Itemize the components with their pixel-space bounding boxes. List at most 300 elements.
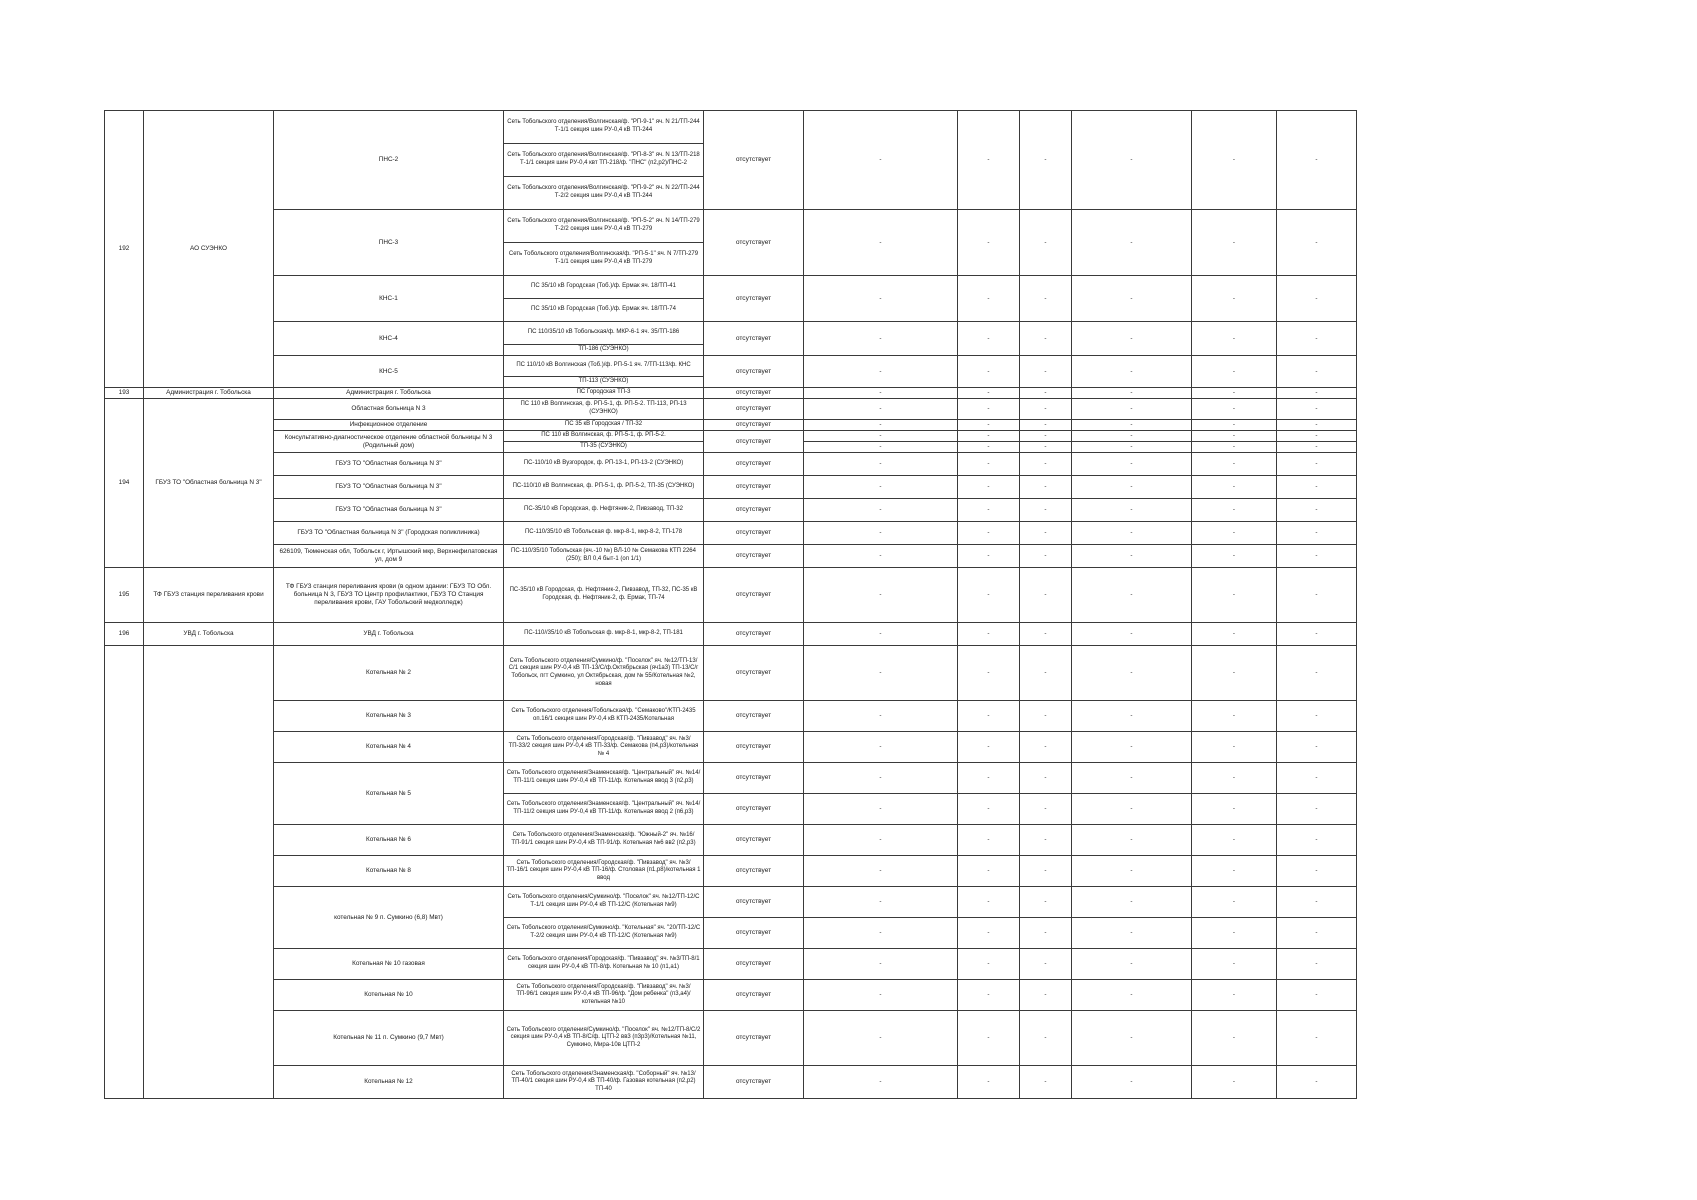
cell-dash: - (1072, 499, 1192, 522)
cell-dash: - (804, 949, 958, 980)
cell-dash: - (1020, 276, 1072, 322)
connection-point: Сеть Тобольского отделения/Сумкино/ф. "Поселок" яч. №12/ТП-13/С/1 секция шин РУ-0,4 кВ ТП-13/С/ф.Октябрьская (яч1а3) ТП-13/С/г Тобольск, пгт Сумкино, ул Октябрьская, дом № 55/Котельная №2, новая (504, 646, 704, 701)
cell-dash: - (1277, 322, 1357, 356)
table-row (105, 856, 1357, 887)
connection-point: Сеть Тобольского отделения/Городская/ф. "Пивзавод" яч. №3/ТП-33/2 секция шин РУ-0,4 кВ ТП-33/ф. Семакова (п4,р3)/котельная № 4 (504, 732, 704, 763)
connection-point: Сеть Тобольского отделения/Знаменская/ф. "Соборный" яч. №13/ТП-40/1 секция шин РУ-0,4 кВ ТП-40/ф. Газовая котельная (п2,р2) ТП-40 (504, 1066, 704, 1099)
cell-dash: - (1192, 568, 1277, 623)
object-name: Котельная № 10 (274, 980, 504, 1011)
status: отсутствует (704, 210, 804, 276)
cell-dash: - (804, 646, 958, 701)
cell-dash: - (1192, 918, 1277, 949)
cell-dash: - (1192, 701, 1277, 732)
connection-point: Сеть Тобольского отделения/Сумкино/ф. "Поселок" яч. №12/ТП-12/С Т-1/1 секция шин РУ-0,4 кВ ТП-12/С (Котельная №9) (504, 887, 704, 918)
cell-dash: - (1192, 442, 1277, 453)
cell-dash: - (958, 701, 1020, 732)
organization: ГБУЗ ТО "Областная больница N 3" (144, 399, 274, 568)
row-number: 194 (105, 399, 144, 568)
cell-dash: - (804, 499, 958, 522)
cell-dash: - (804, 887, 958, 918)
cell-dash: - (804, 322, 958, 356)
table-row (105, 646, 1357, 701)
object-name: ГБУЗ ТО "Областная больница N 3" (Городская поликлиника) (274, 522, 504, 545)
status: отсутствует (704, 545, 804, 568)
cell-dash: - (958, 732, 1020, 763)
cell-dash: - (1192, 111, 1277, 210)
table-row (105, 623, 1357, 646)
connection-point: ПС 35/10 кВ Городская (Тоб.)/ф. Ермак яч. 18/ТП-74 (504, 299, 704, 322)
cell-dash: - (958, 918, 1020, 949)
cell-dash: - (1072, 420, 1192, 431)
cell-dash: - (1277, 794, 1357, 825)
status: отсутствует (704, 623, 804, 646)
connection-point: Сеть Тобольского отделения/Сумкино/ф. "Поселок" яч. №12/ТП-8/С/2 секция шин РУ-0,4 кВ ТП-8/С/ф. ЦТП-2 вв3 (п3р3)/Котельная №11, Сумкино, Мира-10в ЦТП-2 (504, 1011, 704, 1066)
cell-dash: - (1192, 499, 1277, 522)
cell-dash: - (1072, 522, 1192, 545)
status: отсутствует (704, 794, 804, 825)
cell-dash: - (1277, 918, 1357, 949)
connection-point: ПС 110 кВ Волгинская, ф. РП-5-1, ф. РП-5-2. ТП-113, РП-13 (СУЭНКО) (504, 399, 704, 420)
connection-point: ПС Городская ТП-3 (504, 388, 704, 399)
table-row (105, 1011, 1357, 1066)
cell-dash: - (1072, 825, 1192, 856)
status: отсутствует (704, 825, 804, 856)
cell-dash: - (1020, 568, 1072, 623)
status: отсутствует (704, 732, 804, 763)
cell-dash: - (1192, 623, 1277, 646)
connection-point: ТП-113 (СУЭНКО) (504, 377, 704, 388)
cell-dash: - (1277, 1066, 1357, 1099)
cell-dash: - (1020, 623, 1072, 646)
object-name: Областная больница N 3 (274, 399, 504, 420)
cell-dash: - (1020, 476, 1072, 499)
cell-dash: - (1020, 646, 1072, 701)
cell-dash: - (804, 980, 958, 1011)
cell-dash: - (958, 111, 1020, 210)
cell-dash: - (958, 545, 1020, 568)
cell-dash: - (1072, 918, 1192, 949)
cell-dash: - (1192, 887, 1277, 918)
cell-dash: - (1072, 623, 1192, 646)
cell-dash: - (1072, 949, 1192, 980)
object-name: Котельная № 2 (274, 646, 504, 701)
organization: Администрация г. Тобольска (144, 388, 274, 399)
object-name: Котельная № 11 п. Сумкино (9,7 Мвт) (274, 1011, 504, 1066)
connection-point: ТП-35 (СУЭНКО) (504, 442, 704, 453)
cell-dash: - (1277, 476, 1357, 499)
cell-dash: - (804, 568, 958, 623)
cell-dash: - (804, 522, 958, 545)
cell-dash: - (1020, 431, 1072, 442)
cell-dash: - (1192, 276, 1277, 322)
table-row (105, 210, 1357, 243)
cell-dash: - (1277, 623, 1357, 646)
object-name: котельная № 9 п. Сумкино (6,8) Мвт) (274, 887, 504, 949)
cell-dash: - (804, 356, 958, 388)
cell-dash: - (1072, 1066, 1192, 1099)
status: отсутствует (704, 476, 804, 499)
status: отсутствует (704, 522, 804, 545)
status: отсутствует (704, 499, 804, 522)
status: отсутствует (704, 322, 804, 356)
row-number: 195 (105, 568, 144, 623)
cell-dash: - (958, 623, 1020, 646)
cell-dash: - (958, 476, 1020, 499)
cell-dash: - (804, 918, 958, 949)
table-row (105, 322, 1357, 345)
connection-point: Сеть Тобольского отделения/Волгинская/ф. "РП-8-3" яч. N 13/ТП-218 Т-1/1 секция шин РУ-0,4 квт ТП-218/ф. "ПНС" (п2,р2)/ПНС-2 (504, 144, 704, 177)
table-row (105, 111, 1357, 144)
cell-dash: - (804, 420, 958, 431)
connection-point: ПС-110/35/10 Тобольская (яч.-10 №) ВЛ-10 № Семакова КТП 2264 (250); ВЛ 0,4 быт-1 (оп 1/1) (504, 545, 704, 568)
status: отсутствует (704, 453, 804, 476)
cell-dash: - (1072, 980, 1192, 1011)
cell-dash: - (1072, 568, 1192, 623)
connection-point: Сеть Тобольского отделения/Городская/ф. "Пивзавод" яч. №3/ТП-16/1 секция шин РУ-0,4 кВ ТП-16/ф. Столовая (п1,р8)/котельная 1 ввод (504, 856, 704, 887)
status: отсутствует (704, 111, 804, 210)
table-row (105, 476, 1357, 499)
object-name: Котельная № 6 (274, 825, 504, 856)
cell-dash: - (1020, 732, 1072, 763)
cell-dash: - (804, 732, 958, 763)
cell-dash: - (958, 825, 1020, 856)
connection-point: ПС-110/35/10 кВ Тобольская ф. мкр-8-1, мкр-8-2, ТП-178 (504, 522, 704, 545)
connection-point: Сеть Тобольского отделения/Волгинская/ф. "РП-5-1" яч. N 7/ТП-279 Т-1/1 секция шин РУ-0,4 кВ ТП-279 (504, 243, 704, 276)
cell-dash: - (958, 210, 1020, 276)
cell-dash: - (1192, 794, 1277, 825)
cell-dash: - (1192, 431, 1277, 442)
cell-dash: - (1072, 1011, 1192, 1066)
status: отсутствует (704, 420, 804, 431)
cell-dash: - (804, 442, 958, 453)
cell-dash: - (1192, 1011, 1277, 1066)
cell-dash: - (1277, 545, 1357, 568)
connection-point: ПС-35/10 кВ Городская, ф. Нефтяник-2, Пивзавод, ТП-32, ПС-35 кВ Городская, ф. Нефтяник-2, ф. Ермак, ТП-74 (504, 568, 704, 623)
object-name: Консультативно-диагностическое отделение областной больницы N 3 (Родильный дом) (274, 431, 504, 453)
cell-dash: - (1192, 322, 1277, 356)
connection-point: Сеть Тобольского отделения/Волгинская/ф. "РП-5-2" яч. N 14/ТП-279 Т-2/2 секция шин РУ-0,4 кВ ТП-279 (504, 210, 704, 243)
cell-dash: - (1277, 210, 1357, 276)
cell-dash: - (958, 399, 1020, 420)
organization: АО СУЭНКО (144, 111, 274, 388)
row-number: 196 (105, 623, 144, 646)
cell-dash: - (1072, 322, 1192, 356)
cell-dash: - (1020, 1066, 1072, 1099)
cell-dash: - (804, 545, 958, 568)
connection-point: ПС 110/10 кВ Волгинская (Тоб.)/ф. РП-5-1 яч. 7/ТП-113/ф. КНС (504, 356, 704, 377)
table-row (105, 825, 1357, 856)
status: отсутствует (704, 399, 804, 420)
object-name: Котельная № 10 газовая (274, 949, 504, 980)
table-row (105, 420, 1357, 431)
object-name: ГБУЗ ТО "Областная больница N 3" (274, 453, 504, 476)
cell-dash: - (1020, 420, 1072, 431)
cell-dash: - (1072, 356, 1192, 388)
cell-dash: - (1277, 1011, 1357, 1066)
table-row (105, 431, 1357, 442)
status: отсутствует (704, 918, 804, 949)
organization (144, 646, 274, 1099)
cell-dash: - (1020, 111, 1072, 210)
object-name: ГБУЗ ТО "Областная больница N 3" (274, 476, 504, 499)
cell-dash: - (1020, 522, 1072, 545)
connection-point: Сеть Тобольского отделения/Знаменская/ф. "Южный-2" яч. №16/ТП-91/1 секция шин РУ-0,4 кВ ТП-91/ф. Котельная №6 вв2 (п2,р3) (504, 825, 704, 856)
cell-dash: - (1192, 1066, 1277, 1099)
cell-dash: - (1072, 453, 1192, 476)
cell-dash: - (1192, 420, 1277, 431)
connection-point: ПС-35/10 кВ Городская, ф. Нефтяник-2, Пивзавод, ТП-32 (504, 499, 704, 522)
cell-dash: - (1020, 399, 1072, 420)
table-row (105, 568, 1357, 623)
connection-point: ТП-186 (СУЭНКО) (504, 345, 704, 356)
table-row (105, 732, 1357, 763)
cell-dash: - (958, 1011, 1020, 1066)
table-row (105, 522, 1357, 545)
connection-point: Сеть Тобольского отделения/Городская/ф. "Пивзавод" яч. №3/ТП-96/1 секция шин РУ-0,4 кВ ТП-96/ф. "Дом ребенка" (п3,а4)/котельная №10 (504, 980, 704, 1011)
object-name: КНС-1 (274, 276, 504, 322)
cell-dash: - (958, 794, 1020, 825)
cell-dash: - (958, 356, 1020, 388)
cell-dash: - (1072, 794, 1192, 825)
cell-dash: - (1192, 522, 1277, 545)
cell-dash: - (1072, 442, 1192, 453)
cell-dash: - (1020, 918, 1072, 949)
status: отсутствует (704, 356, 804, 388)
cell-dash: - (958, 420, 1020, 431)
cell-dash: - (804, 623, 958, 646)
cell-dash: - (1277, 420, 1357, 431)
cell-dash: - (804, 431, 958, 442)
cell-dash: - (1072, 763, 1192, 794)
cell-dash: - (1277, 887, 1357, 918)
cell-dash: - (1277, 111, 1357, 210)
row-number: 192 (105, 111, 144, 388)
table-row (105, 949, 1357, 980)
cell-dash: - (1277, 431, 1357, 442)
cell-dash: - (1277, 980, 1357, 1011)
cell-dash: - (1192, 210, 1277, 276)
object-name: КНС-4 (274, 322, 504, 356)
cell-dash: - (1020, 856, 1072, 887)
cell-dash: - (1192, 545, 1277, 568)
cell-dash: - (804, 399, 958, 420)
cell-dash: - (958, 1066, 1020, 1099)
cell-dash: - (804, 453, 958, 476)
cell-dash: - (1020, 442, 1072, 453)
table-row (105, 453, 1357, 476)
status: отсутствует (704, 431, 804, 453)
object-name: ПНС-2 (274, 111, 504, 210)
connection-point: Сеть Тобольского отделения/Волгинская/ф. "РП-9-1" яч. N 21/ТП-244 Т-1/1 секция шин РУ-0,4 кВ ТП-244 (504, 111, 704, 144)
cell-dash: - (958, 887, 1020, 918)
connection-point: ПС-110//35/10 кВ Тобольская ф. мкр-8-1, мкр-8-2, ТП-181 (504, 623, 704, 646)
cell-dash: - (1192, 763, 1277, 794)
object-name: Котельная № 3 (274, 701, 504, 732)
connection-point: ПС 35 кВ Городская / ТП-32 (504, 420, 704, 431)
cell-dash: - (1020, 499, 1072, 522)
cell-dash: - (1277, 388, 1357, 399)
row-number (105, 646, 144, 1099)
connection-point: ПС-110/10 кВ Вузгородок, ф. РП-13-1, РП-13-2 (СУЭНКО) (504, 453, 704, 476)
row-number: 193 (105, 388, 144, 399)
table-row (105, 980, 1357, 1011)
table-row (105, 356, 1357, 377)
cell-dash: - (1277, 442, 1357, 453)
connection-point: ПС 110 кВ Волгинская, ф. РП-5-1, ф. РП-5-2. (504, 431, 704, 442)
status: отсутствует (704, 1066, 804, 1099)
object-name: ГБУЗ ТО "Областная больница N 3" (274, 499, 504, 522)
table-row (105, 499, 1357, 522)
object-name: Котельная № 12 (274, 1066, 504, 1099)
cell-dash: - (1072, 399, 1192, 420)
cell-dash: - (804, 1011, 958, 1066)
status: отсутствует (704, 568, 804, 623)
cell-dash: - (1192, 646, 1277, 701)
object-name: Котельная № 4 (274, 732, 504, 763)
table-row (105, 763, 1357, 794)
status: отсутствует (704, 646, 804, 701)
cell-dash: - (1277, 646, 1357, 701)
object-name: ТФ ГБУЗ станция переливания крови (в одном здании: ГБУЗ ТО Обл. больница N 3, ГБУЗ ТО Центр профилактики, ГБУЗ ТО Станция переливания крови, ГАУ Тобольский медколледж) (274, 568, 504, 623)
cell-dash: - (1192, 399, 1277, 420)
cell-dash: - (804, 276, 958, 322)
cell-dash: - (1072, 856, 1192, 887)
cell-dash: - (958, 949, 1020, 980)
status: отсутствует (704, 856, 804, 887)
object-name: УВД г. Тобольска (274, 623, 504, 646)
cell-dash: - (804, 388, 958, 399)
cell-dash: - (1277, 732, 1357, 763)
status: отсутствует (704, 887, 804, 918)
table-row (105, 276, 1357, 299)
organization: УВД г. Тобольска (144, 623, 274, 646)
cell-dash: - (1020, 794, 1072, 825)
cell-dash: - (958, 322, 1020, 356)
cell-dash: - (958, 276, 1020, 322)
connection-point: Сеть Тобольского отделения/Волгинская/ф. "РП-9-2" яч. N 22/ТП-244 Т-2/2 секция шин РУ-0,4 кВ ТП-244 (504, 177, 704, 210)
cell-dash: - (958, 568, 1020, 623)
cell-dash: - (958, 499, 1020, 522)
cell-dash: - (1020, 887, 1072, 918)
cell-dash: - (804, 794, 958, 825)
cell-dash: - (804, 476, 958, 499)
cell-dash: - (1020, 388, 1072, 399)
organization: ТФ ГБУЗ станция переливания крови (144, 568, 274, 623)
table-row (105, 701, 1357, 732)
table-row (105, 1066, 1357, 1099)
cell-dash: - (1020, 701, 1072, 732)
object-name: Администрация г. Тобольска (274, 388, 504, 399)
cell-dash: - (1072, 431, 1192, 442)
cell-dash: - (1192, 949, 1277, 980)
status: отсутствует (704, 388, 804, 399)
cell-dash: - (804, 1066, 958, 1099)
cell-dash: - (1020, 949, 1072, 980)
connection-point: Сеть Тобольского отделения/Тобольская/ф. "Семаково"/КТП-2435 оп.16/1 секция шин РУ-0,4 кВ КТП-2435/Котельная (504, 701, 704, 732)
connection-point: ПС-110/10 кВ Волгинская, ф. РП-5-1, ф. РП-5-2, ТП-35 (СУЭНКО) (504, 476, 704, 499)
cell-dash: - (804, 111, 958, 210)
cell-dash: - (804, 701, 958, 732)
object-name: 626109, Тюменская обл, Тобольск г, Иртышский мкр, Верхнефилатовская ул, дом 9 (274, 545, 504, 568)
table-row (105, 399, 1357, 420)
object-name: Котельная № 5 (274, 763, 504, 825)
status: отсутствует (704, 949, 804, 980)
cell-dash: - (1277, 701, 1357, 732)
status: отсутствует (704, 980, 804, 1011)
cell-dash: - (1020, 453, 1072, 476)
cell-dash: - (804, 825, 958, 856)
status: отсутствует (704, 763, 804, 794)
cell-dash: - (804, 856, 958, 887)
connection-point: Сеть Тобольского отделения/Знаменская/ф. "Центральный" яч. №14/ТП-11/1 секция шин РУ-0,4 кВ ТП-11/ф. Котельная ввод 3 (п2,р3) (504, 763, 704, 794)
connection-point: ПС 35/10 кВ Городская (Тоб.)/ф. Ермак яч. 18/ТП-41 (504, 276, 704, 299)
object-name: Инфекционное отделение (274, 420, 504, 431)
cell-dash: - (1277, 276, 1357, 322)
cell-dash: - (1020, 763, 1072, 794)
object-name: Котельная № 8 (274, 856, 504, 887)
cell-dash: - (1072, 210, 1192, 276)
cell-dash: - (1020, 1011, 1072, 1066)
cell-dash: - (1192, 476, 1277, 499)
report-table (104, 110, 1357, 1099)
object-name: ПНС-3 (274, 210, 504, 276)
cell-dash: - (1277, 399, 1357, 420)
cell-dash: - (958, 522, 1020, 545)
cell-dash: - (1072, 545, 1192, 568)
cell-dash: - (1277, 763, 1357, 794)
cell-dash: - (1072, 111, 1192, 210)
cell-dash: - (958, 388, 1020, 399)
connection-point: Сеть Тобольского отделения/Сумкино/ф. "Котельная" яч. "20/ТП-12/С Т-2/2 секция шин РУ-0,4 кВ ТП-12/С (Котельная №9) (504, 918, 704, 949)
cell-dash: - (1277, 949, 1357, 980)
cell-dash: - (1192, 825, 1277, 856)
cell-dash: - (1020, 545, 1072, 568)
cell-dash: - (1277, 522, 1357, 545)
cell-dash: - (1192, 356, 1277, 388)
cell-dash: - (1192, 388, 1277, 399)
cell-dash: - (1072, 887, 1192, 918)
cell-dash: - (1072, 476, 1192, 499)
connection-point: Сеть Тобольского отделения/Знаменская/ф. "Центральный" яч. №14/ТП-11/2 секция шин РУ-0,4 кВ ТП-11/ф. Котельная ввод 2 (п6,р3) (504, 794, 704, 825)
status: отсутствует (704, 276, 804, 322)
cell-dash: - (1192, 856, 1277, 887)
cell-dash: - (958, 763, 1020, 794)
cell-dash: - (1072, 701, 1192, 732)
cell-dash: - (958, 856, 1020, 887)
table-row (105, 887, 1357, 918)
cell-dash: - (1192, 732, 1277, 763)
cell-dash: - (1020, 825, 1072, 856)
cell-dash: - (804, 763, 958, 794)
connection-point: ПС 110/35/10 кВ Тобольская/ф. МКР-6-1 яч. 35/ТП-186 (504, 322, 704, 345)
cell-dash: - (1072, 276, 1192, 322)
cell-dash: - (1072, 388, 1192, 399)
cell-dash: - (1277, 568, 1357, 623)
cell-dash: - (1192, 453, 1277, 476)
cell-dash: - (1020, 322, 1072, 356)
cell-dash: - (1020, 980, 1072, 1011)
cell-dash: - (1277, 499, 1357, 522)
cell-dash: - (1072, 646, 1192, 701)
table-row (105, 388, 1357, 399)
cell-dash: - (958, 431, 1020, 442)
cell-dash: - (1277, 825, 1357, 856)
cell-dash: - (1277, 453, 1357, 476)
cell-dash: - (1277, 356, 1357, 388)
object-name: КНС-5 (274, 356, 504, 388)
cell-dash: - (1277, 856, 1357, 887)
cell-dash: - (1020, 356, 1072, 388)
